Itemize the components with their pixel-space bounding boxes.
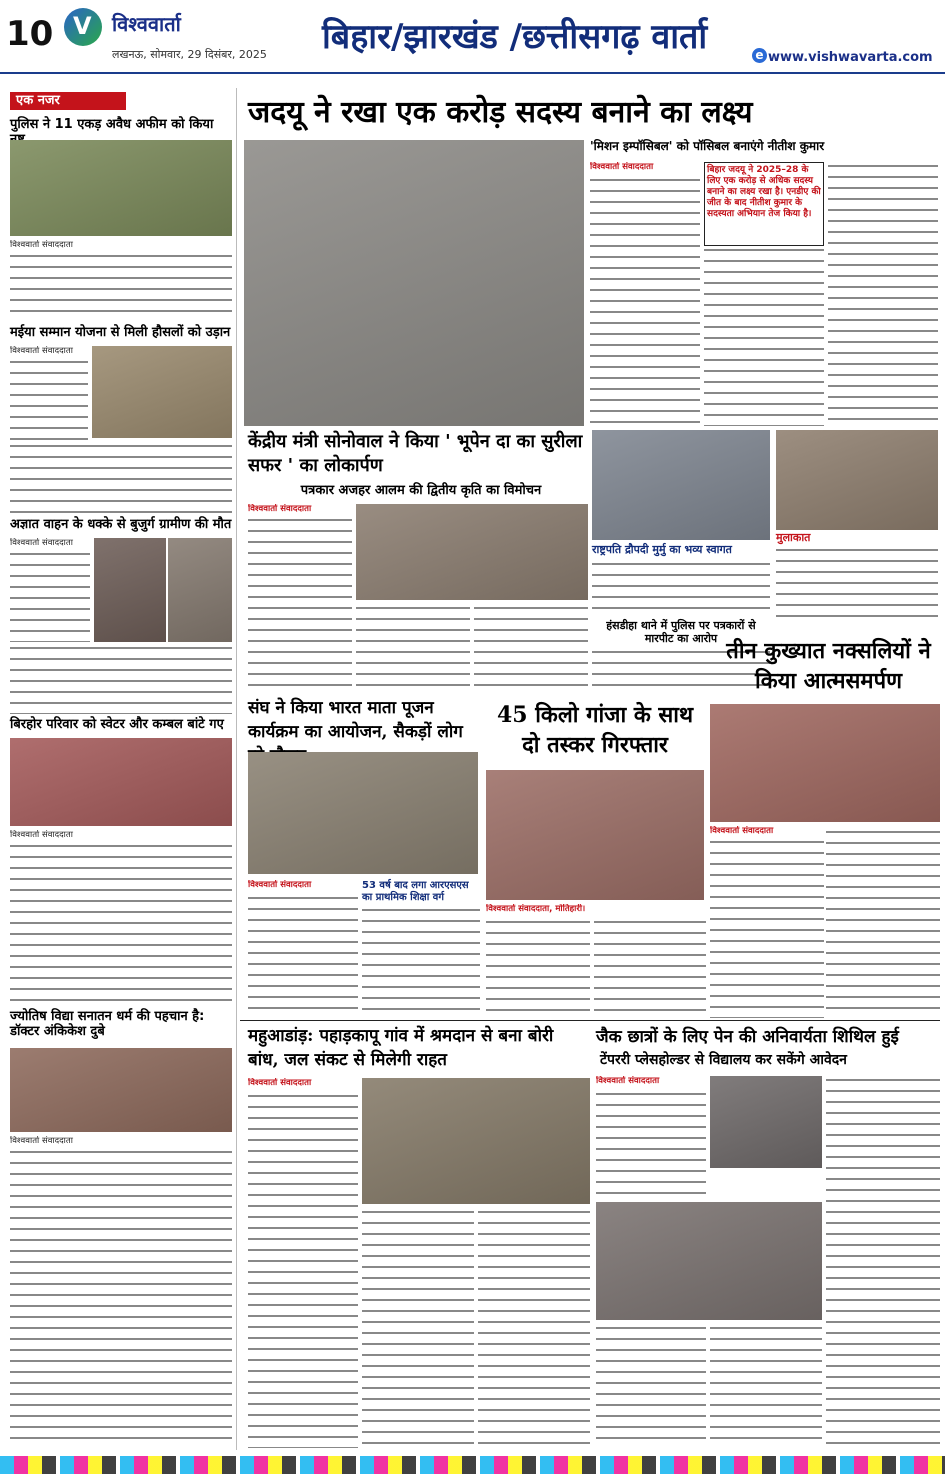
sonowal-photo bbox=[356, 504, 588, 600]
jac-byline: विश्ववार्ता संवाददाता bbox=[596, 1076, 660, 1086]
sidebar-headline: पुलिस ने 11 एकड़ अवैध अफीम को किया bbox=[10, 117, 214, 132]
sidebar-text bbox=[10, 252, 232, 320]
sidebar-byline: विश्ववार्ता संवाददाता bbox=[10, 830, 73, 840]
lead-text bbox=[704, 246, 824, 426]
paper-logo-icon: V bbox=[64, 8, 102, 46]
sidebar-text bbox=[10, 358, 88, 440]
website-link[interactable]: www.vishwavarta.com bbox=[768, 50, 933, 65]
sidebar-text bbox=[10, 842, 232, 1008]
jac-text bbox=[826, 1076, 940, 1448]
sidebar-photo bbox=[10, 738, 232, 826]
naxal-text bbox=[826, 828, 940, 1018]
naxal-byline: विश्ववार्ता संवाददाता bbox=[710, 826, 774, 836]
jac-headline: जैक छात्रों के लिए पेन की अनिवार्यता शिथिल हुई bbox=[596, 1027, 899, 1047]
sonowal-byline: विश्ववार्ता संवाददाता bbox=[248, 504, 312, 514]
lead-headline: जदयू ने रखा एक करोड़ सदस्य बनाने का लक्ष्य bbox=[248, 95, 753, 130]
lead-photo bbox=[244, 140, 584, 426]
meeting-photo bbox=[776, 430, 938, 530]
sidebar-text bbox=[10, 1148, 232, 1444]
sidebar-byline: विश्ववार्ता संवाददाता bbox=[10, 240, 73, 250]
school-headline: 53 वर्ष बाद लगा आरएसएस का प्राथमिक शिक्षा वर्ग bbox=[362, 880, 469, 903]
jac-photo bbox=[596, 1202, 822, 1320]
sonowal-subhead: पत्रकार अजहर आलम की द्वितीय कृति का विमोचन bbox=[300, 483, 542, 498]
sidebar-text bbox=[10, 550, 90, 642]
mahuadand-byline: विश्ववार्ता संवाददाता bbox=[248, 1078, 312, 1088]
sidebar-photo bbox=[10, 140, 232, 236]
sidebar-photo bbox=[94, 538, 166, 642]
sonowal-text bbox=[248, 516, 352, 692]
sonowal-headline: केंद्रीय मंत्री सोनोवाल ने किया ' भूपेन दा का सुरीला सफर ' का लोकार्पण bbox=[248, 431, 583, 476]
president-caption: राष्ट्रपति द्रौपदी मुर्मु का भव्य स्वागत bbox=[592, 543, 732, 556]
president-photo bbox=[592, 430, 770, 540]
jac-text bbox=[596, 1324, 706, 1448]
sidebar-byline: विश्ववार्ता संवाददाता bbox=[10, 346, 73, 356]
sangh-headline: संघ ने किया भारत माता पूजन कार्यक्रम का आयोजन, सैकड़ों लोग bbox=[248, 698, 463, 742]
sidebar-headline: मईया सम्मान योजना से मिली हौसलों को उड़ान bbox=[10, 325, 231, 340]
sangh-text bbox=[362, 906, 480, 1016]
hansdiha-headline: हंसडीहा थाने में पुलिस पर पत्रकारों से मारपीट का आरोप bbox=[606, 619, 756, 645]
section-title: बिहार/झारखंड /छत्तीसगढ़ वार्ता bbox=[322, 17, 708, 57]
sidebar-headline: अज्ञात वाहन के धक्के से बुजुर्ग ग्रामीण की मौत bbox=[10, 517, 232, 532]
divider bbox=[240, 1020, 940, 1021]
sidebar-tag: एक नजर bbox=[10, 92, 126, 110]
ganja-photo bbox=[486, 770, 704, 900]
sangh-byline: विश्ववार्ता संवाददाता bbox=[248, 880, 312, 890]
paper-name: विश्ववार्ता bbox=[112, 12, 181, 36]
sidebar-byline: विश्ववार्ता संवाददाता bbox=[10, 1136, 73, 1146]
president-text bbox=[592, 560, 770, 616]
mahuadand-text bbox=[478, 1208, 590, 1448]
sidebar-photo bbox=[10, 1048, 232, 1132]
sidebar-headline: ज्योतिष विद्या सनातन धर्म की पहचान है: डॉक्टर अंकिकेश दुबे bbox=[10, 1009, 205, 1039]
color-registration-strip bbox=[0, 1456, 945, 1474]
ganja-headline: 45 किलो गांजा के साथ दो तस्कर गिरफ्तार bbox=[496, 702, 694, 758]
mahuadand-text bbox=[362, 1208, 474, 1448]
sidebar-photo bbox=[168, 538, 232, 642]
lead-byline: विश्ववार्ता संवाददाता bbox=[590, 162, 654, 172]
sidebar-text bbox=[10, 644, 232, 714]
ganja-byline: विश्ववार्ता संवाददाता, मोतिहारी। bbox=[486, 904, 586, 914]
sonowal-text bbox=[356, 604, 470, 692]
ganja-text bbox=[486, 918, 590, 1016]
mahuadand-photo bbox=[362, 1078, 590, 1204]
lead-text bbox=[590, 176, 700, 426]
sidebar-byline: विश्ववार्ता संवाददाता bbox=[10, 538, 73, 548]
naxal-text bbox=[710, 838, 824, 1018]
sidebar-headline: बिरहोर परिवार को स्वेटर और कम्बल बांटे गए bbox=[10, 717, 224, 732]
jac-photo bbox=[710, 1076, 822, 1168]
jac-text bbox=[710, 1324, 822, 1448]
lead-pullquote: बिहार जदयू ने 2025–28 के लिए एक करोड़ से अधिक सदस्य बनाने का लक्ष्य रखा है। एनडीए की जीत के बाद नीतीश कुमार के सदस्यता अभियान तेज किया है। bbox=[704, 162, 824, 246]
page-number: 10 bbox=[6, 14, 54, 54]
web-icon: e bbox=[752, 48, 767, 63]
naxal-headline: तीन कुख्यात नक्सलियों ने किया आत्मसमर्पण bbox=[726, 638, 931, 694]
lead-subhead: 'मिशन इम्पॉसिबल' को पॉसिबल बनाएंगे नीतीश कुमार bbox=[590, 139, 825, 153]
jac-subhead: टेंपररी प्लेसहोल्डर से विद्यालय कर सकेंगे आवेदन bbox=[600, 1052, 847, 1068]
meeting-text bbox=[776, 546, 938, 626]
mahuadand-text bbox=[248, 1092, 358, 1448]
ganja-text bbox=[594, 918, 706, 1016]
sonowal-text bbox=[474, 604, 588, 692]
meeting-tag: मुलाकात bbox=[776, 531, 811, 544]
dateline: लखनऊ, सोमवार, 29 दिसंबर, 2025 bbox=[112, 48, 267, 61]
sangh-photo bbox=[248, 752, 478, 874]
mahuadand-headline: महुआडांड़: पहाड़कापू गांव में श्रमदान से बना बोरी बांध, जल संकट से मिलेगी राहत bbox=[248, 1026, 554, 1070]
sangh-text bbox=[248, 894, 358, 1016]
lead-text bbox=[828, 162, 938, 426]
jac-text bbox=[596, 1090, 706, 1198]
naxal-photo bbox=[710, 704, 940, 822]
sidebar-text bbox=[10, 442, 232, 514]
sidebar-photo bbox=[92, 346, 232, 438]
